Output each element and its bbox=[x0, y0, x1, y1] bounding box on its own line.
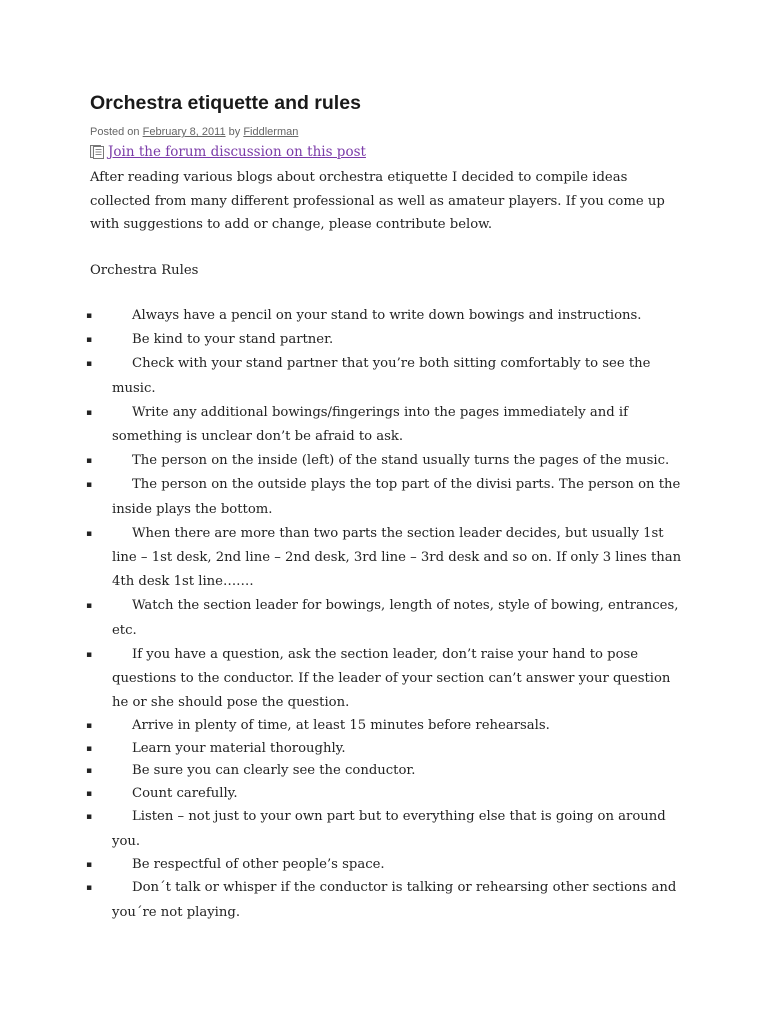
bullet-icon: ▪ bbox=[86, 649, 93, 660]
rule-text: Learn your material thoroughly. bbox=[132, 740, 346, 756]
rule-item bbox=[86, 401, 686, 449]
rule-item bbox=[86, 449, 686, 473]
rule-text: Count carefully. bbox=[132, 785, 238, 801]
rules-heading: Orchestra Rules bbox=[90, 263, 199, 278]
bullet-icon: ▪ bbox=[86, 788, 93, 799]
bullet-icon: ▪ bbox=[86, 456, 93, 467]
rule-item bbox=[86, 760, 686, 783]
page-title: Orchestra etiquette and rules bbox=[90, 92, 361, 114]
forum-link-row bbox=[90, 144, 366, 160]
document-icon bbox=[90, 145, 105, 159]
rule-text: Check with your stand partner that you’re both sitting comfortably to see the music. bbox=[112, 356, 651, 396]
bullet-icon: ▪ bbox=[86, 812, 93, 823]
rule-item bbox=[86, 738, 686, 761]
rule-item bbox=[86, 643, 686, 716]
rule-item bbox=[86, 783, 686, 806]
rule-text: Be sure you can clearly see the conductor. bbox=[132, 763, 416, 779]
forum-discussion-link[interactable]: Join the forum discussion on this post bbox=[108, 144, 366, 160]
bullet-icon: ▪ bbox=[86, 480, 93, 491]
rule-text: The person on the outside plays the top part of the divisi parts. The person on the inside plays the bottom. bbox=[112, 477, 681, 517]
bullet-icon: ▪ bbox=[86, 359, 93, 370]
rule-text: Be respectful of other people’s space. bbox=[132, 856, 385, 872]
rule-item bbox=[86, 522, 686, 595]
rule-text: Write any additional bowings/fingerings into the pages immediately and if something is unclear don’t be afraid to ask. bbox=[112, 404, 628, 445]
rule-item bbox=[86, 473, 686, 521]
rule-text: If you have a question, ask the section leader, don’t raise your hand to pose questions to the conductor. If the leader of your section can’t answer your question he or she should pose the question. bbox=[112, 646, 671, 711]
bullet-icon: ▪ bbox=[86, 407, 93, 418]
rule-item bbox=[86, 876, 686, 924]
bullet-icon: ▪ bbox=[86, 859, 93, 870]
rule-text: Don´t talk or whisper if the conductor is talking or rehearsing other sections and you´re not playing. bbox=[112, 880, 677, 920]
rule-text: Arrive in plenty of time, at least 15 minutes before rehearsals. bbox=[132, 718, 550, 734]
bullet-icon: ▪ bbox=[86, 601, 93, 612]
rules-list bbox=[86, 304, 686, 925]
rule-text: The person on the inside (left) of the stand usually turns the pages of the music. bbox=[132, 453, 670, 469]
bullet-icon: ▪ bbox=[86, 311, 93, 321]
rule-item bbox=[86, 715, 686, 738]
bullet-icon: ▪ bbox=[86, 766, 93, 777]
rule-text: When there are more than two parts the section leader decides, but usually 1st line – 1st desk, 2nd line – 2nd desk, 3rd line – 3rd desk and so on. If only 3 lines than 4th desk 1st line……. bbox=[112, 525, 682, 590]
bullet-icon: ▪ bbox=[86, 743, 93, 754]
rule-text: Listen – not just to your own part but to everything else that is going on around you. bbox=[112, 809, 666, 849]
rule-item bbox=[86, 304, 686, 328]
bullet-icon: ▪ bbox=[86, 528, 93, 539]
rule-item bbox=[86, 328, 686, 352]
posted-on-label: Posted on bbox=[90, 126, 140, 138]
rule-item bbox=[86, 854, 686, 877]
by-label: by bbox=[228, 126, 241, 138]
bullet-icon: ▪ bbox=[86, 721, 93, 732]
bullet-icon: ▪ bbox=[86, 335, 93, 346]
rule-text: Watch the section leader for bowings, length of notes, style of bowing, entrances, etc. bbox=[112, 598, 679, 638]
intro-paragraph: After reading various blogs about orchestra etiquette I decided to compile ideas collected from many different professional as well as amateur players. If you come up with suggestions to add or change, please contribute below. bbox=[90, 170, 665, 232]
rule-item bbox=[86, 805, 686, 853]
rule-text: Always have a pencil on your stand to write down bowings and instructions. bbox=[132, 308, 642, 323]
post-meta bbox=[90, 126, 298, 138]
rule-text: Be kind to your stand partner. bbox=[132, 332, 334, 348]
rule-item bbox=[86, 594, 686, 642]
post-date-link[interactable]: February 8, 2011 bbox=[142, 126, 226, 138]
rule-item bbox=[86, 352, 686, 400]
author-link[interactable]: Fiddlerman bbox=[243, 126, 299, 138]
bullet-icon: ▪ bbox=[86, 883, 93, 894]
